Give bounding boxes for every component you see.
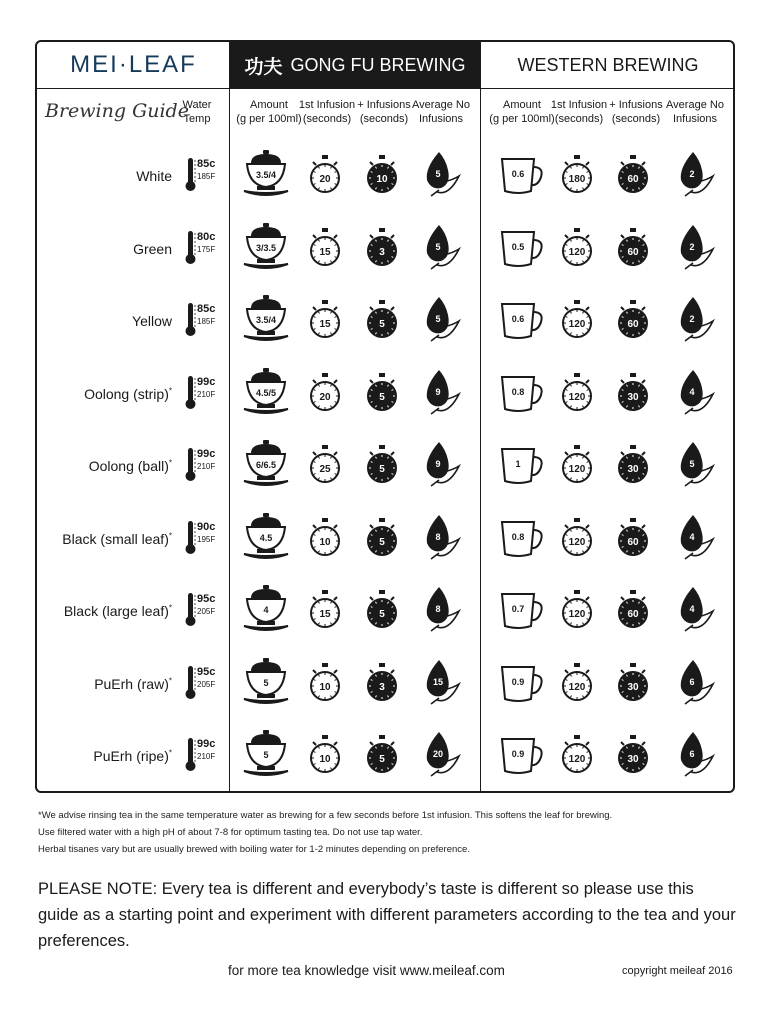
gaiwan-icon <box>243 512 289 564</box>
timer-seconds: 30 <box>627 391 639 403</box>
leaf-icon <box>675 295 715 345</box>
gaiwan-icon <box>243 439 289 491</box>
tea-name <box>37 241 172 257</box>
stopwatch-dark-icon <box>364 663 400 703</box>
timer-seconds: 15 <box>319 609 331 620</box>
tea-name-text: Black (small leaf) <box>62 530 169 547</box>
stopwatch-icon <box>559 373 595 413</box>
timer-seconds: 180 <box>568 174 586 185</box>
timer-seconds: 25 <box>319 464 331 475</box>
timer-seconds: 10 <box>319 754 331 765</box>
stopwatch-dark-icon <box>615 445 651 485</box>
infusion-count: 5 <box>435 314 441 324</box>
water-temp <box>185 302 225 342</box>
gaiwan-amount: 3/3.5 <box>255 242 277 253</box>
thermometer-icon <box>185 665 197 701</box>
infusion-count: 15 <box>432 676 444 687</box>
gaiwan-icon <box>243 222 289 274</box>
brewing-guide-table <box>35 40 735 793</box>
footnote-marker: * <box>168 603 172 613</box>
cup-amount: 0.9 <box>511 676 525 687</box>
cup-icon <box>499 663 547 705</box>
gaiwan-amount: 3.5/4 <box>255 170 277 180</box>
footnote-herbal: Herbal tisanes vary but are usually brewed with boiling water for 1-2 minutes depending on preference. <box>38 844 470 855</box>
cup-amount: 0.6 <box>511 314 525 324</box>
tea-name <box>37 748 172 764</box>
tea-name-text: Green <box>133 240 172 257</box>
timer-seconds: 120 <box>568 464 586 475</box>
timer-seconds: 120 <box>568 681 586 693</box>
stopwatch-icon <box>307 735 343 775</box>
timer-seconds: 5 <box>379 609 385 620</box>
timer-seconds: 5 <box>379 319 385 330</box>
footnote-marker: * <box>168 458 172 468</box>
infusion-count: 4 <box>689 386 695 397</box>
header-line: (seconds) <box>302 113 352 125</box>
footnotes <box>38 807 612 858</box>
temp-fahrenheit: 205F <box>197 679 216 689</box>
thermometer-icon <box>185 230 197 266</box>
timer-seconds: 5 <box>379 536 385 548</box>
infusion-count: 20 <box>432 749 444 759</box>
header-line: (seconds) <box>554 113 604 125</box>
stopwatch-dark-icon <box>364 155 400 195</box>
header-line: 1st Infusion <box>550 99 608 111</box>
leaf-icon <box>675 150 715 200</box>
leaf-icon <box>421 223 461 273</box>
leaf-icon <box>421 585 461 635</box>
temp-celsius: 85c <box>197 158 216 170</box>
header-line: + Infusions <box>357 99 411 111</box>
leaf-icon <box>675 440 715 490</box>
thermometer-icon <box>185 592 197 628</box>
header-line: (seconds) <box>359 113 409 125</box>
temp-fahrenheit: 175F <box>197 244 216 254</box>
header-line: Temp <box>183 113 211 125</box>
leaf-icon <box>675 223 715 273</box>
infusion-count: 5 <box>689 459 695 469</box>
infusion-count: 8 <box>435 604 441 614</box>
cup-icon <box>499 735 547 777</box>
cup-icon <box>499 445 547 487</box>
stopwatch-icon <box>559 155 595 195</box>
thermometer-icon <box>185 302 197 338</box>
gaiwan-icon <box>243 367 289 419</box>
header-line: Water <box>182 99 212 111</box>
tea-name <box>37 313 172 329</box>
timer-seconds: 10 <box>376 174 388 185</box>
stopwatch-dark-icon <box>615 590 651 630</box>
cup-amount: 0.7 <box>511 604 525 614</box>
cup-icon <box>499 518 547 560</box>
footnote-water: Use filtered water with a high pH of about 7-8 for optimum tasting tea. Do not use tap water. <box>38 827 423 838</box>
stopwatch-icon <box>307 228 343 268</box>
infusion-count: 8 <box>435 531 441 542</box>
timer-seconds: 30 <box>627 681 639 693</box>
gaiwan-icon <box>243 149 289 201</box>
water-temp <box>185 665 225 705</box>
infusion-count: 9 <box>435 386 441 397</box>
meileaf-logo: MEI·LEAF <box>70 51 197 78</box>
timer-seconds: 120 <box>568 391 586 403</box>
leaf-icon <box>421 368 461 418</box>
gaiwan-amount: 4 <box>263 605 269 615</box>
stopwatch-icon <box>307 663 343 703</box>
gaiwan-amount: 4.5 <box>259 532 273 543</box>
gaiwan-amount: 3.5/4 <box>255 315 277 325</box>
gaiwan-amount: 4.5/5 <box>255 387 277 398</box>
infusion-count: 9 <box>435 459 441 469</box>
infusion-count: 2 <box>689 169 695 179</box>
timer-seconds: 30 <box>627 754 639 765</box>
water-temp <box>185 447 225 487</box>
timer-seconds: 3 <box>379 681 385 693</box>
water-temp <box>185 375 225 415</box>
temp-celsius: 90c <box>197 520 216 533</box>
leaf-icon <box>421 730 461 780</box>
tea-name <box>37 531 172 547</box>
stopwatch-dark-icon <box>615 735 651 775</box>
leaf-icon <box>675 368 715 418</box>
leaf-icon <box>675 513 715 563</box>
water-temp <box>185 737 225 777</box>
header-line: Amount <box>250 99 288 111</box>
timer-seconds: 120 <box>568 754 586 765</box>
leaf-icon <box>675 658 715 708</box>
cup-icon <box>499 155 547 197</box>
gf-avg-infusions-header <box>408 98 474 126</box>
thermometer-icon <box>185 520 197 556</box>
cup-icon <box>499 373 547 415</box>
infusion-count: 5 <box>435 241 441 252</box>
stopwatch-icon <box>559 518 595 558</box>
visit-link-text: for more tea knowledge visit www.meileaf.com <box>228 963 505 978</box>
water-temp <box>185 592 225 632</box>
leaf-icon <box>421 295 461 345</box>
gongfu-label: GONG FU BREWING <box>290 54 466 75</box>
copyright: copyright meileaf 2016 <box>622 965 733 977</box>
leaf-icon <box>421 658 461 708</box>
stopwatch-icon <box>559 590 595 630</box>
gaiwan-icon <box>243 657 289 709</box>
temp-celsius: 95c <box>197 593 216 605</box>
stopwatch-icon <box>559 735 595 775</box>
stopwatch-icon <box>559 228 595 268</box>
temp-fahrenheit: 185F <box>197 317 216 326</box>
tea-name <box>37 168 172 184</box>
stopwatch-icon <box>559 300 595 340</box>
gaiwan-amount: 5 <box>263 750 269 760</box>
stopwatch-icon <box>559 445 595 485</box>
gf-first-infusion-header <box>295 98 359 126</box>
stopwatch-icon <box>559 663 595 703</box>
cup-amount: 0.5 <box>511 241 525 252</box>
thermometer-icon <box>185 375 197 411</box>
gaiwan-icon <box>243 729 289 781</box>
timer-seconds: 60 <box>627 536 639 548</box>
header-line: Infusions <box>418 113 464 125</box>
western-header: WESTERN BREWING <box>517 54 699 75</box>
w-first-infusion-header <box>547 98 611 126</box>
tea-name <box>37 458 172 474</box>
header-line: Amount <box>503 99 541 111</box>
stopwatch-dark-icon <box>615 300 651 340</box>
leaf-icon <box>421 440 461 490</box>
header-line: Average No <box>412 99 470 111</box>
timer-seconds: 5 <box>379 754 385 765</box>
tea-name-text: Oolong (ball) <box>88 458 169 474</box>
temp-celsius: 99c <box>197 738 216 750</box>
timer-seconds: 20 <box>319 391 331 403</box>
tea-name <box>37 386 172 402</box>
tea-name <box>37 676 172 692</box>
timer-seconds: 20 <box>319 174 331 185</box>
gaiwan-amount: 6/6.5 <box>255 460 277 470</box>
tea-name <box>37 603 172 619</box>
stopwatch-icon <box>307 155 343 195</box>
western-left-divider <box>480 42 481 791</box>
gaiwan-icon <box>243 584 289 636</box>
header-line: + Infusions <box>609 99 663 111</box>
stopwatch-icon <box>307 445 343 485</box>
timer-seconds: 60 <box>627 246 639 258</box>
cup-icon <box>499 228 547 270</box>
infusion-count: 6 <box>689 749 695 759</box>
gongfu-header <box>230 42 480 88</box>
stopwatch-dark-icon <box>364 300 400 340</box>
water-temp <box>185 157 225 197</box>
infusion-count: 5 <box>435 169 441 179</box>
gongfu-chinese-label: 功夫 <box>244 56 283 78</box>
stopwatch-dark-icon <box>364 590 400 630</box>
footnote-marker: * <box>168 530 172 540</box>
leaf-icon <box>421 150 461 200</box>
timer-seconds: 60 <box>627 319 639 330</box>
infusion-count: 2 <box>689 314 695 324</box>
thermometer-icon <box>185 447 197 483</box>
gaiwan-icon <box>243 294 289 346</box>
tea-name-text: PuErh (raw) <box>94 675 169 692</box>
cup-amount: 0.6 <box>511 169 525 179</box>
header-line: (g per 100ml) <box>236 113 302 125</box>
timer-seconds: 30 <box>627 464 639 475</box>
w-plus-infusions-header <box>605 98 667 126</box>
stopwatch-dark-icon <box>615 155 651 195</box>
timer-seconds: 10 <box>319 536 331 548</box>
stopwatch-dark-icon <box>615 373 651 413</box>
stopwatch-dark-icon <box>364 518 400 558</box>
temp-celsius: 99c <box>197 375 216 388</box>
header-line: (seconds) <box>611 113 661 125</box>
leaf-icon <box>675 585 715 635</box>
footnote-rinse: *We advise rinsing tea in the same temperature water as brewing for a few seconds before 1st infusion. This softens the leaf for brewing. <box>38 810 613 821</box>
temp-celsius: 80c <box>197 230 216 243</box>
gongfu-left-divider <box>229 42 230 791</box>
tea-name-text: Black (large leaf) <box>63 603 169 619</box>
footnote-marker: * <box>168 675 172 685</box>
timer-seconds: 60 <box>627 609 639 620</box>
stopwatch-dark-icon <box>615 228 651 268</box>
timer-seconds: 5 <box>379 464 385 475</box>
stopwatch-dark-icon <box>364 373 400 413</box>
cup-amount: 0.8 <box>511 386 525 397</box>
stopwatch-icon <box>307 300 343 340</box>
stopwatch-dark-icon <box>364 735 400 775</box>
brewing-guide-title: Brewing Guide <box>45 100 189 122</box>
temp-celsius: 99c <box>197 448 216 460</box>
timer-seconds: 120 <box>568 536 586 548</box>
stopwatch-dark-icon <box>615 518 651 558</box>
infusion-count: 4 <box>689 531 695 542</box>
timer-seconds: 15 <box>319 246 331 258</box>
header-line: Average No <box>666 99 724 111</box>
infusion-count: 4 <box>689 604 695 614</box>
tea-name-text: PuErh (ripe) <box>93 748 169 764</box>
w-avg-infusions-header <box>661 98 729 126</box>
timer-seconds: 3 <box>379 246 385 258</box>
timer-seconds: 120 <box>568 609 586 620</box>
header-divider <box>37 88 733 89</box>
cup-amount: 0.8 <box>511 531 525 542</box>
infusion-count: 2 <box>689 241 695 252</box>
footnote-marker: * <box>168 385 172 395</box>
stopwatch-icon <box>307 590 343 630</box>
infusion-count: 6 <box>689 676 695 687</box>
header-line: 1st Infusion <box>298 99 356 111</box>
water-temp <box>185 230 225 270</box>
cup-icon <box>499 300 547 342</box>
stopwatch-dark-icon <box>615 663 651 703</box>
temp-fahrenheit: 205F <box>197 607 216 616</box>
cup-amount: 1 <box>515 459 521 469</box>
temp-fahrenheit: 210F <box>197 462 216 471</box>
water-temp <box>185 520 225 560</box>
header-line: Infusions <box>672 113 718 125</box>
tea-name-text: Yellow <box>132 313 172 329</box>
leaf-icon <box>675 730 715 780</box>
timer-seconds: 10 <box>319 681 331 693</box>
temp-fahrenheit: 210F <box>197 389 216 399</box>
timer-seconds: 60 <box>627 174 639 185</box>
cup-icon <box>499 590 547 632</box>
water-temp-header <box>175 98 219 126</box>
timer-seconds: 120 <box>568 319 586 330</box>
stopwatch-icon <box>307 518 343 558</box>
tea-name-text: White <box>136 168 172 184</box>
gaiwan-amount: 5 <box>263 677 269 688</box>
temp-celsius: 95c <box>197 665 216 678</box>
tea-name-text: Oolong (strip) <box>84 385 169 402</box>
thermometer-icon <box>185 157 197 193</box>
temp-fahrenheit: 185F <box>197 172 216 181</box>
timer-seconds: 120 <box>568 246 586 258</box>
header-line: (g per 100ml) <box>489 113 555 125</box>
timer-seconds: 5 <box>379 391 385 403</box>
please-note: PLEASE NOTE: Every tea is different and everybody’s taste is different so please use this guide as a starting point and experiment with different parameters according to the tea and your preferences. <box>38 880 736 950</box>
stopwatch-dark-icon <box>364 228 400 268</box>
stopwatch-dark-icon <box>364 445 400 485</box>
thermometer-icon <box>185 737 197 773</box>
leaf-icon <box>421 513 461 563</box>
cup-amount: 0.9 <box>511 749 525 759</box>
temp-fahrenheit: 195F <box>197 534 216 544</box>
temp-fahrenheit: 210F <box>197 752 216 761</box>
timer-seconds: 15 <box>319 319 331 330</box>
footnote-marker: * <box>168 748 172 758</box>
stopwatch-icon <box>307 373 343 413</box>
gf-plus-infusions-header <box>353 98 415 126</box>
temp-celsius: 85c <box>197 303 216 315</box>
